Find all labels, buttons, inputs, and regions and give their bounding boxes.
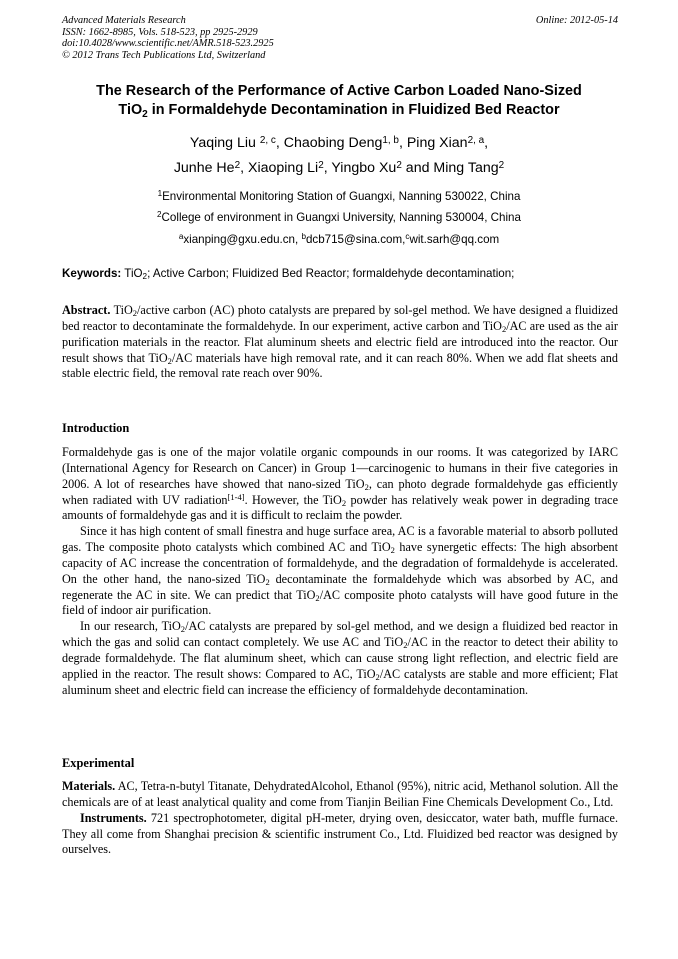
affiliation-1: $^1$Environmental Monitoring Station of Guangxi, Nanning 530022, China <box>157 189 521 203</box>
author: Chaobing Deng$^{1, b}$, <box>283 134 407 151</box>
email-list: $^a$xianping@gxu.edu.cn, $^b$dcb715@sina.com,$^c$wit.sarh@qq.com <box>178 232 500 246</box>
journal-name: Advanced Materials Research <box>62 15 186 26</box>
introduction-body <box>62 445 618 699</box>
author: Yingbo Xu$^2$ and <box>331 159 434 176</box>
email-link[interactable]: wit.sarh@qq.com <box>409 233 500 246</box>
paper-title: The Research of the Performance of Active Carbon Loaded Nano-Sized TiO$_2$ in Formaldehyde Decontamination in Fluidized Bed Reactor <box>96 83 582 120</box>
online-date: Online: 2012-05-14 <box>535 15 618 26</box>
paragraph: Formaldehyde gas is one of the major volatile organic compounds in our rooms. It was categorized by IARC (International Agency for Research on Cancer) in Group 1—carcinogenic to humans in their five categories in 2006. A lot of researches have showed that nano-sized TiO$_2$, can photo degrade formaldehyde gas efficiently when radiated with UV radiation[1-4]. However, the TiO$_2$ powder has relatively weak power in degrading trace amounts of formaldehyde gas and it is difficult to reclaim the powder. <box>62 445 618 523</box>
author: Yaqing Liu $^{2, c}$, <box>189 134 284 151</box>
paragraph: Instruments. 721 spectrophotometer, digital pH-meter, drying oven, desiccator, water bath, muffle furnace. They all come from Shanghai precision & scientific instrument Co., Ltd. Fluidized bed reactor was designed by ourselves. <box>62 810 618 857</box>
journal-doi: doi:10.4028/www.scientific.net/AMR.518-523.2925 <box>62 38 274 50</box>
author: Xiaoping Li$^2$, <box>247 159 332 176</box>
abstract-label: Abstract. <box>62 303 111 317</box>
introduction-heading: Introduction <box>62 421 130 435</box>
paragraph: In our research, TiO$_2$/AC catalysts are prepared by sol-gel method, and we design a fluidized bed reactor in which the gas and solid can contact completely. We use AC and TiO$_2$/AC in the reactor to detect their ability to degrade formaldehyde. The flat aluminum sheet, which can cause strong light reflection, and electric field are applied in the reactor. The result shows: Compared to AC, TiO$_2$/AC catalysts are stable and more efficient; Flat aluminum sheet and electric field can increase the efficiency of formaldehyde decontamination. <box>62 619 618 697</box>
email-link[interactable]: xianping@gxu.edu.cn, <box>183 233 302 246</box>
instruments-label: Instruments. <box>80 810 147 825</box>
author: Junhe He$^2$, <box>173 159 248 176</box>
author: Ming Tang$^2$ <box>433 159 505 176</box>
journal-header <box>62 15 618 61</box>
email-link[interactable]: dcb715@sina.com, <box>305 233 406 246</box>
paragraph: Since it has high content of small finestra and huge surface area, AC is a favorable material to absorb polluted gas. The composite photo catalysts which combined AC and TiO$_2$ have synergetic effects: The high absorbent capacity of AC increase the concentration of formaldehyde, and the degradation of formaldehyde is accelerated. On the other hand, the nano-sized TiO$_2$ decontaminate the formaldehyde which was absorbed by AC, and regenerate the AC in site. We can predict that TiO$_2$/AC composite photo catalysts will have good future in the field of indoor air purification. <box>62 524 618 618</box>
paragraph: Materials. AC, Tetra-n-butyl Titanate, DehydratedAlcohol, Ethanol (95%), nitric acid, Methanol solution. All the chemicals are of at least analytical quality and come from Tianjin Beilian Fine Chemicals Development Co., Ltd. <box>62 779 618 809</box>
affiliation-2: $^2$College of environment in Guangxi University, Nanning 530004, China <box>157 210 521 224</box>
keywords: Keywords: TiO$_2$; Active Carbon; Fluidized Bed Reactor; formaldehyde decontamination; <box>62 267 515 282</box>
keywords-label: Keywords: <box>62 267 122 280</box>
materials-label: Materials. <box>62 779 116 793</box>
journal-copyright: © 2012 Trans Tech Publications Ltd, Switzerland <box>62 49 266 61</box>
author-list <box>55 131 623 181</box>
citation-ref[interactable]: [1-4] <box>227 491 245 502</box>
journal-issn: ISSN: 1662-8985, Vols. 518-523, pp 2925-2929 <box>62 26 258 38</box>
experimental-body <box>62 779 618 858</box>
experimental-heading: Experimental <box>62 756 135 770</box>
author: Ping Xian$^{2, a}$, <box>406 134 489 151</box>
abstract: Abstract. TiO$_2$/active carbon (AC) photo catalysts are prepared by sol-gel method. We have designed a fluidized bed reactor to decontaminate the formaldehyde. In our experiment, active carbon and TiO$_2$/AC are used as the air purification materials in the reactor. Flat aluminum sheets and electric field are introduced into the reactor. Our result shows that TiO$_2$/AC materials have high removal rate, and it can reach 80%. When we add flat sheets and stable electric field, the removal rate reach over 90%. <box>62 303 619 381</box>
